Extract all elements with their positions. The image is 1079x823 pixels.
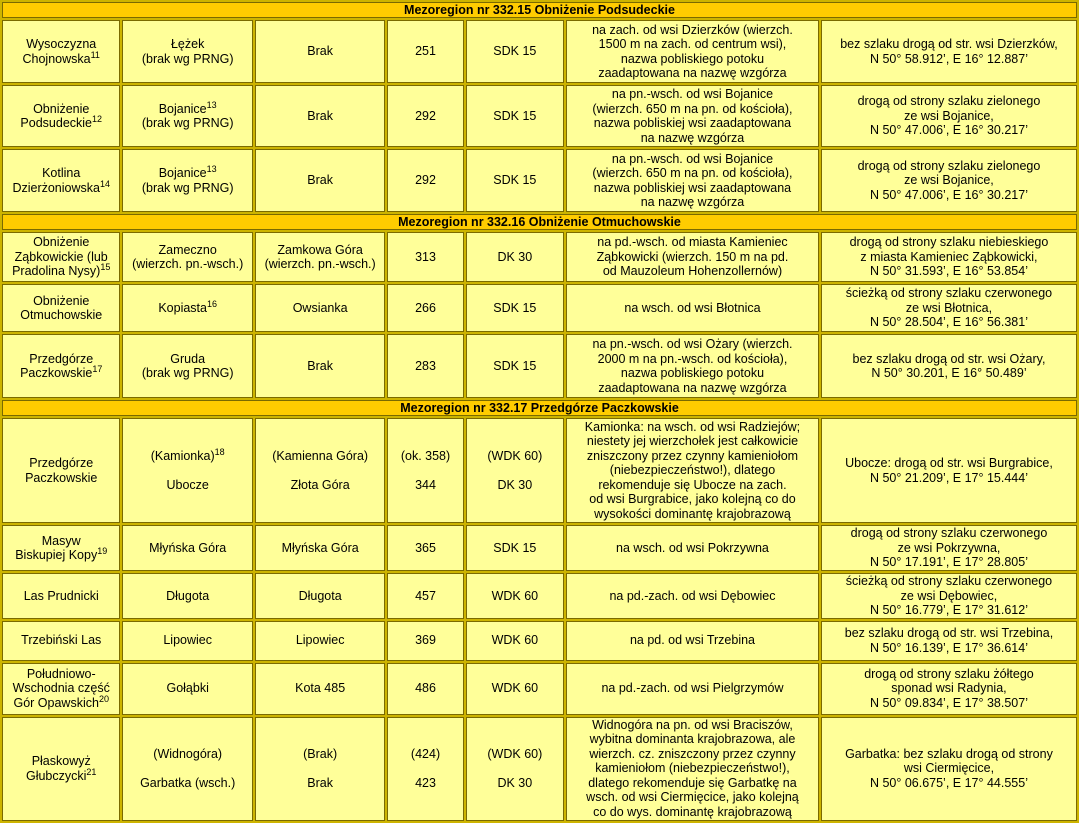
height-cell-text: 292 [415, 173, 436, 188]
peak-cell-text: Kopiasta [158, 300, 207, 315]
peak-cell-text: Gruda (brak wg PRNG) [141, 351, 234, 380]
height-cell-text: 266 [415, 300, 436, 315]
region-cell [2, 663, 120, 715]
region-cell-text: Przedgórze Paczkowskie [25, 456, 98, 485]
footnote-marker: 11 [90, 49, 100, 60]
access-cell-text: bez szlaku drogą od str. wsi Ożary, N 50° 30.201, E 16° 50.489’ [852, 351, 1046, 380]
peak-cell [122, 149, 252, 212]
footnote-marker: 15 [100, 262, 111, 273]
height-cell-text: 251 [415, 44, 436, 59]
section-header-row [2, 2, 1077, 18]
road-cell-text: (WDK 60) DK 30 [487, 448, 543, 492]
peak-cell [122, 663, 252, 715]
name-cell [255, 717, 385, 821]
access-cell-text: ścieżką od strony szlaku czerwonego ze wsi Dębowiec, N 50° 16.779’, E 17° 31.612’ [845, 574, 1053, 617]
name-cell [255, 20, 385, 83]
peak-cell [122, 418, 252, 523]
name-cell [255, 663, 385, 715]
access-cell-text: drogą od strony szlaku czerwonego ze wsi Pokrzywna, N 50° 17.191’, E 17° 28.805’ [850, 526, 1048, 570]
access-cell [821, 621, 1077, 661]
peak-cell [122, 525, 252, 571]
footnote-marker: 13 [206, 99, 217, 110]
height-cell-text: (424) 423 [410, 746, 441, 790]
road-cell-text: SDK 15 [493, 108, 537, 123]
name-cell-text: Brak [307, 44, 333, 59]
location-cell-text: Widnogóra na pn. od wsi Braciszów, wybitna dominanta krajobrazowa, ale wierzch. cz. zniszczony przez czynny kamieniołom (niebezpieczeństwo!), dlatego rekomenduje się Garbatkę na wsch. od wsi Ciermięcice, jako kolejną co do wys. dominantę krajobrazową [586, 717, 799, 819]
access-cell [821, 85, 1077, 147]
name-cell [255, 284, 385, 332]
footnote-marker: 21 [86, 766, 97, 777]
region-cell-text: Płaskowyż Głubczycki [25, 754, 91, 783]
access-cell [821, 573, 1077, 619]
region-cell [2, 573, 120, 619]
access-cell [821, 232, 1077, 282]
access-cell-text: drogą od strony szlaku żółtego sponad wsi Radynia, N 50° 09.834’, E 17° 38.507’ [864, 666, 1034, 710]
table-row [2, 334, 1077, 398]
access-cell-text: ścieżką od strony szlaku czerwonego ze wsi Błotnica, N 50° 28.504’, E 16° 56.381’ [845, 286, 1053, 330]
height-cell-text: 313 [415, 249, 436, 264]
height-cell [387, 149, 463, 212]
peak-cell [122, 85, 252, 147]
region-cell [2, 232, 120, 282]
region-cell-text: Obniżenie Ząbkowickie (lub Pradolina Nysy) [12, 235, 108, 279]
table-row [2, 621, 1077, 661]
section-header: Mezoregion nr 332.16 Obniżenie Otmuchowskie [2, 214, 1077, 230]
name-cell [255, 85, 385, 147]
footnote-marker: 12 [92, 113, 103, 124]
peak-cell-text: Gołąbki [166, 681, 209, 696]
location-cell [566, 573, 819, 619]
footnote-marker: 13 [206, 163, 217, 174]
height-cell [387, 621, 463, 661]
region-cell-text: Wysoczyzna Chojnowska [22, 37, 97, 66]
region-cell-text: Kotlina Dzierżoniowska [12, 166, 100, 195]
name-cell-text: Długota [298, 588, 342, 603]
road-cell [466, 573, 564, 619]
access-cell [821, 334, 1077, 398]
region-cell [2, 418, 120, 523]
peak-cell-text: Młyńska Góra [149, 540, 227, 555]
name-cell-text: Brak [307, 358, 333, 373]
name-cell-text: (Brak) Brak [303, 746, 338, 790]
region-cell-text: Obniżenie Podsudeckie [20, 101, 92, 130]
peak-cell [122, 717, 252, 821]
section-header: Mezoregion nr 332.15 Obniżenie Podsudeckie [2, 2, 1077, 18]
access-cell [821, 717, 1077, 821]
location-cell [566, 85, 819, 147]
height-cell-text: 365 [415, 540, 436, 555]
access-cell [821, 20, 1077, 83]
road-cell [466, 20, 564, 83]
height-cell [387, 525, 463, 571]
name-cell-text: Zamkowa Góra (wierzch. pn.-wsch.) [264, 242, 376, 271]
region-cell-text: Obniżenie Otmuchowskie [20, 293, 103, 322]
road-cell-text: SDK 15 [493, 540, 537, 555]
name-cell-text: Brak [307, 173, 333, 188]
peak-cell [122, 232, 252, 282]
section-header: Mezoregion nr 332.17 Przedgórze Paczkowskie [2, 400, 1077, 416]
name-cell [255, 418, 385, 523]
region-cell-text: Las Prudnicki [23, 588, 99, 603]
location-cell-text: Kamionka: na wsch. od wsi Radziejów; niestety jej wierzchołek jest całkowicie zniszczony przez czynny kamieniołom (niebezpieczeństwo!), dlatego rekomenduje się Ubocze na zach. od wsi Burgrabice, jako kolejną co do wysokości dominantę krajobrazową [584, 419, 801, 521]
footnote-marker: 19 [97, 545, 108, 556]
road-cell-text: (WDK 60) DK 30 [487, 746, 543, 790]
access-cell [821, 418, 1077, 523]
peak-note-text: Ubocze [166, 477, 209, 492]
road-cell-text: SDK 15 [493, 358, 537, 373]
location-cell [566, 717, 819, 821]
road-cell-text: SDK 15 [493, 300, 537, 315]
region-cell [2, 149, 120, 212]
peak-cell [122, 573, 252, 619]
location-cell-text: na pd.-zach. od wsi Dębowiec [609, 588, 776, 603]
height-cell [387, 85, 463, 147]
access-cell [821, 284, 1077, 332]
region-cell [2, 85, 120, 147]
name-cell [255, 334, 385, 398]
location-cell [566, 525, 819, 571]
road-cell [466, 284, 564, 332]
road-cell [466, 717, 564, 821]
peak-cell [122, 334, 252, 398]
location-cell-text: na pd.-zach. od wsi Pielgrzymów [601, 681, 784, 696]
access-cell [821, 663, 1077, 715]
peak-cell-text: (Widnogóra) Garbatka (wsch.) [140, 746, 236, 790]
location-cell-text: na pd.-wsch. od miasta Kamieniec Ząbkowicki (wierzch. 150 m na pd. od Mauzoleum Hohenzollernów) [596, 235, 789, 279]
location-cell [566, 663, 819, 715]
road-cell [466, 418, 564, 523]
name-cell [255, 525, 385, 571]
region-cell [2, 20, 120, 83]
region-cell [2, 284, 120, 332]
road-cell [466, 232, 564, 282]
table-row [2, 418, 1077, 523]
footnote-marker: 20 [98, 693, 109, 704]
name-cell [255, 621, 385, 661]
name-cell-text: Młyńska Góra [281, 540, 359, 555]
section-header-row [2, 214, 1077, 230]
table-row [2, 717, 1077, 821]
location-cell-text: na zach. od wsi Dzierzków (wierzch. 1500 m na zach. od centrum wsi), nazwa pobliskiego potoku zaadaptowana na nazwę wzgórza [592, 22, 793, 80]
access-cell-text: Garbatka: bez szlaku drogą od strony wsi Ciermięcice, N 50° 06.675’, E 17° 44.555’ [845, 746, 1053, 790]
height-cell-text: 369 [415, 633, 436, 648]
location-cell [566, 20, 819, 83]
height-cell [387, 334, 463, 398]
name-cell-text: Kota 485 [295, 681, 346, 696]
height-cell-text: 292 [415, 108, 436, 123]
peak-cell-text: (Kamionka) [150, 448, 215, 463]
region-cell-text: Trzebiński Las [21, 633, 102, 648]
name-cell-text: Owsianka [292, 300, 348, 315]
road-cell-text: WDK 60 [491, 588, 539, 603]
peak-note-text: (brak wg PRNG) [141, 180, 234, 195]
road-cell [466, 334, 564, 398]
region-cell-text: Masyw Biskupiej Kopy [15, 533, 98, 562]
table-row [2, 20, 1077, 83]
name-cell-text: Lipowiec [295, 633, 345, 648]
height-cell [387, 717, 463, 821]
name-cell [255, 149, 385, 212]
footnote-marker: 17 [92, 363, 103, 374]
location-cell [566, 232, 819, 282]
peak-cell-text: Bojanice [158, 166, 207, 180]
height-cell-text: 457 [415, 588, 436, 603]
road-cell-text: WDK 60 [491, 633, 539, 648]
table-row [2, 284, 1077, 332]
footnote-marker: 14 [99, 178, 110, 189]
height-cell [387, 284, 463, 332]
table-row [2, 232, 1077, 282]
peak-cell [122, 621, 252, 661]
height-cell [387, 232, 463, 282]
table-row [2, 573, 1077, 619]
location-cell [566, 621, 819, 661]
peak-cell-text: Bojanice [158, 101, 207, 116]
peak-cell-text: Długota [166, 588, 210, 603]
access-cell-text: bez szlaku drogą od str. wsi Dzierzków, N 50° 58.912’, E 16° 12.887’ [840, 37, 1058, 66]
location-cell [566, 284, 819, 332]
table-row [2, 663, 1077, 715]
name-cell [255, 573, 385, 619]
footnote-marker: 16 [206, 298, 217, 309]
road-cell-text: DK 30 [497, 249, 533, 264]
region-cell-text: Południowo- Wschodnia część Gór Opawskich [12, 666, 110, 710]
height-cell [387, 418, 463, 523]
location-cell [566, 418, 819, 523]
name-cell-text: Brak [307, 108, 333, 123]
access-cell [821, 149, 1077, 212]
height-cell-text: 486 [415, 681, 436, 696]
access-cell-text: Ubocze: drogą od str. wsi Burgrabice, N 50° 21.209’, E 17° 15.444’ [845, 456, 1053, 485]
peak-cell-text: Łężek (brak wg PRNG) [141, 37, 234, 66]
access-cell-text: bez szlaku drogą od str. wsi Trzebina, N 50° 16.139’, E 17° 36.614’ [844, 626, 1054, 655]
road-cell [466, 621, 564, 661]
peak-cell-text: Zameczno (wierzch. pn.-wsch.) [132, 242, 244, 271]
region-cell-text: Przedgórze Paczkowskie [20, 351, 94, 380]
name-cell [255, 232, 385, 282]
height-cell [387, 573, 463, 619]
road-cell [466, 663, 564, 715]
table-row [2, 525, 1077, 571]
road-cell [466, 85, 564, 147]
peak-cell [122, 20, 252, 83]
location-cell-text: na pn.-wsch. od wsi Bojanice (wierzch. 650 m na pn. od kościoła), nazwa pobliskiej wsi zaadaptowana na nazwę wzgórza [592, 87, 793, 145]
height-cell-text: 283 [415, 358, 436, 373]
road-cell-text: SDK 15 [493, 173, 537, 188]
location-cell-text: na pn.-wsch. od wsi Bojanice (wierzch. 650 m na pn. od kościoła), nazwa pobliskiej wsi zaadaptowana na nazwę wzgórza [592, 151, 793, 209]
peak-cell-text: Lipowiec [163, 633, 212, 648]
region-cell [2, 334, 120, 398]
peak-note-text: (brak wg PRNG) [141, 116, 234, 130]
height-cell-text: (ok. 358) 344 [400, 448, 451, 492]
access-cell-text: drogą od strony szlaku zielonego ze wsi Bojanice, N 50° 47.006’, E 16° 30.217’ [857, 94, 1041, 138]
height-cell [387, 663, 463, 715]
location-cell [566, 334, 819, 398]
access-cell [821, 525, 1077, 571]
section-header-row [2, 400, 1077, 416]
road-cell [466, 525, 564, 571]
location-cell-text: na pd. od wsi Trzebina [629, 633, 756, 648]
region-cell [2, 525, 120, 571]
region-cell [2, 621, 120, 661]
location-cell-text: na pn.-wsch. od wsi Ożary (wierzch. 2000 m na pn.-wsch. od kościoła), nazwa pobliskiego potoku zaadaptowana na nazwę wzgórza [592, 337, 793, 395]
access-cell-text: drogą od strony szlaku zielonego ze wsi Bojanice, N 50° 47.006’, E 16° 30.217’ [857, 158, 1041, 202]
location-cell [566, 149, 819, 212]
region-cell [2, 717, 120, 821]
road-cell-text: SDK 15 [493, 44, 537, 59]
access-cell-text: drogą od strony szlaku niebieskiego z miasta Kamieniec Ząbkowicki, N 50° 31.593’, E 16° 53.854’ [849, 235, 1049, 279]
name-cell-text: (Kamienna Góra) Złota Góra [272, 448, 369, 492]
location-cell-text: na wsch. od wsi Pokrzywna [616, 540, 769, 555]
road-cell [466, 149, 564, 212]
location-cell-text: na wsch. od wsi Błotnica [624, 300, 761, 315]
peak-cell [122, 284, 252, 332]
table-row [2, 149, 1077, 212]
footnote-marker: 18 [214, 446, 225, 457]
height-cell [387, 20, 463, 83]
road-cell-text: WDK 60 [491, 681, 539, 696]
table-row [2, 85, 1077, 147]
